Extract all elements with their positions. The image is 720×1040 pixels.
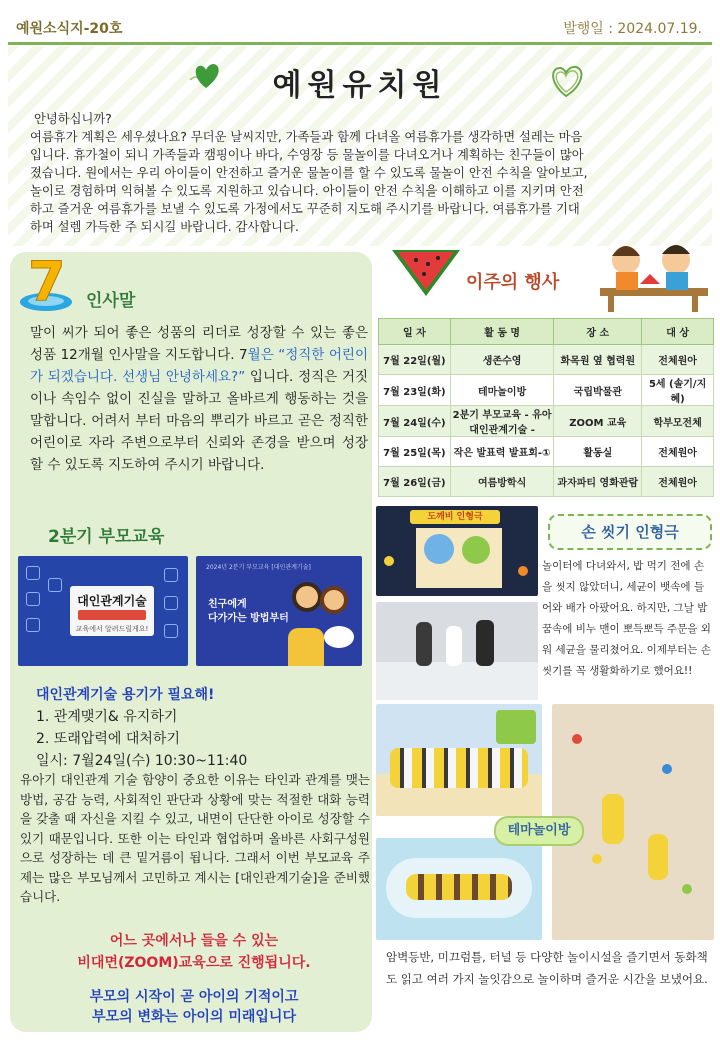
person-icon [164, 596, 178, 610]
event-date: 7월 24일(수) [379, 406, 451, 437]
event-place: 활동실 [554, 437, 642, 467]
table-row [379, 467, 714, 497]
tunnel-photo [376, 838, 542, 940]
publish-date: 발행일 : 2024.07.19. [563, 21, 702, 37]
watermelon-icon [388, 240, 464, 298]
weekly-events-table [378, 318, 714, 497]
puppet-show-photo [376, 506, 538, 596]
greeting-line: 안녕하십니까? [34, 112, 112, 126]
month-number: 7 [28, 250, 66, 313]
floor-area [376, 662, 538, 700]
motto: 부모의 시작이 곧 아이의 기적이고 [89, 989, 299, 1005]
handwash-body: 놀이터에 다녀와서, 밥 먹기 전에 손을 씻지 않았더니, 세균이 뱃속에 들어와 배가 아팠어요. 하지만, 그날 밤 꿈속에 비누 맨이 뽀득뽀득 주문을 외워 세균을 물리쳤어요. 이제부터는 손 씻기를 꼭 생활화하기로 했어요!! [542, 560, 711, 677]
kids-eating-illustration [596, 238, 712, 314]
puppet-banner: 도깨비 인형극 [410, 510, 500, 524]
greeting-text: 입니다. 정직은 거짓이나 속임수 없이 진실을 말하고 올바르게 행동하는 것을 말합니다. 어려서 부터 마음의 뿌리가 바르고 곧은 정직한 어린이로 자라 주변으로부터 신뢰와 존경을 받으며 성장할 수 있도록 지도하여 주시기 바랍니다. [30, 369, 368, 473]
greeting-text: 말이 씨가 되어 좋은 성품의 리더로 성장할 수 있는 좋은 성품 12개월 인사말을 지도합니다. 7 [30, 325, 368, 363]
greeting-highlight: 월은 “정직한 어린이가 되겠습니다. 선생님 안녕하세요?” [30, 347, 369, 385]
event-activity: 생존수영 [450, 345, 554, 375]
event-target: 전체원아 [642, 467, 714, 497]
child-figure [416, 622, 432, 666]
child-illustration [292, 582, 322, 612]
zoom-note: 어느 곳에서나 들을 수 있는 [109, 933, 279, 949]
activity-photo [376, 602, 538, 700]
speech-bubble [324, 626, 354, 648]
children-group [390, 748, 528, 788]
puppet-character [462, 536, 490, 564]
month-seven-graphic [14, 250, 82, 314]
table-row [379, 375, 714, 406]
issue-number: 예원소식지-20호 [16, 21, 123, 37]
group-photo [376, 704, 542, 816]
theme-room-badge: 테마놀이방 [494, 816, 584, 846]
climbing-hold [592, 854, 602, 864]
edu-thumbnail-2 [196, 556, 362, 666]
edu-item: 1. 관계맺기& 유지하기 [36, 709, 178, 725]
child-figure [602, 794, 624, 844]
event-target: 학부모전체 [642, 406, 714, 437]
event-place: 과자파티 영화관람 [554, 467, 642, 497]
column-header: 활 동 명 [450, 319, 554, 345]
chat-icon [48, 578, 62, 592]
event-place: ZOOM 교육 [554, 406, 642, 437]
edu-schedule: 일시: 7월24일(수) 10:30~11:40 [36, 753, 248, 769]
weekly-events-title: 이주의 행사 [466, 272, 560, 293]
child-figure [648, 834, 668, 880]
edu-headline: 대인관계기술 용기가 필요해! [36, 687, 215, 703]
person-icon [164, 568, 178, 582]
thumbnail-card [70, 586, 154, 636]
event-date: 7월 23일(화) [379, 375, 451, 406]
decoration-dot [518, 566, 528, 576]
table-row [379, 345, 714, 375]
parent-edu-title: 2분기 부모교육 [48, 527, 165, 547]
theme-room-body: 암벽등반, 미끄럼틀, 터널 등 다양한 놀이시설을 즐기면서 동화책도 읽고 여러 가지 놀잇감으로 놀이하며 즐거운 시간을 보냈어요. [386, 950, 708, 986]
wall-decoration [496, 710, 536, 744]
child-figure [476, 620, 494, 666]
event-target: 5세 (솔기/지혜) [642, 375, 714, 406]
thumbnail-ribbon [78, 610, 146, 620]
event-date: 7월 22일(월) [379, 345, 451, 375]
table-row [379, 437, 714, 467]
edu-thumbnail-1 [18, 556, 188, 666]
event-date: 7월 25일(목) [379, 437, 451, 467]
column-header: 장 소 [554, 319, 642, 345]
greeting-line: 여름휴가 계획은 세우셨나요? 무더운 날씨지만, 가족들과 함께 다녀올 여름휴가를 생각하면 설레는 마음 [30, 130, 583, 144]
child-figure [446, 626, 462, 666]
chat-icon [26, 566, 40, 580]
event-place: 국립박물관 [554, 375, 642, 406]
child-illustration [320, 586, 348, 614]
motto: 부모의 변화는 아이의 미래입니다 [92, 1009, 296, 1025]
puppet-character [424, 534, 454, 564]
event-activity: 작은 발표력 발표회-① [450, 437, 554, 467]
event-activity: 2분기 부모교육 - 유아대인관계기술 - [450, 406, 554, 437]
person-icon [164, 624, 178, 638]
people-icon [26, 592, 40, 606]
event-activity: 테마놀이방 [450, 375, 554, 406]
table-row [379, 406, 714, 437]
event-target: 전체원아 [642, 345, 714, 375]
greeting-line: 놀이로 경험하며 익혀볼 수 있도록 지원하고 있습니다. 아이들이 안전 수칙을 이해하고 이를 지키며 안전 [30, 184, 584, 198]
monthly-greeting-body [30, 322, 368, 476]
handwash-title: 손 씻기 인형극 [548, 514, 712, 550]
event-target: 전체원아 [642, 437, 714, 467]
greeting-line: 하며 설렘 가득한 주 되시길 바랍니다. 감사합니다. [30, 220, 299, 234]
column-header: 일 자 [379, 319, 451, 345]
climbing-hold [572, 734, 582, 744]
event-date: 7월 26일(금) [379, 467, 451, 497]
thumbnail-text [208, 598, 289, 626]
children-group [406, 874, 512, 900]
table-header-row [379, 319, 714, 345]
edu-item: 2. 또래압력에 대처하기 [36, 731, 180, 747]
edu-body: 유아기 대인관계 기술 함양이 중요한 이유는 타인과 관계를 맺는 방법, 공감 능력, 사회적인 판단과 상황에 맞는 적절한 대화 능력을 갖출 때 자신을 지킬 수 있고, 내면이 단단한 아이로 성장할 수 있기 때문입니다. 또한 이는 타인과 협업하며 올바른 사회구성원으로 성장하는 데 큰 밑거름이 됩니다. 그래서 이번 부모교육 주제는 많은 부모님께서 고민하고 계시는 [대인관계기술]을 준비했습니다. [20, 772, 370, 904]
thumbnail-title: 대인관계기술 [77, 594, 147, 608]
greeting-letter [30, 110, 694, 236]
thumbnail-text-line: 다가가는 방법부터 [208, 613, 289, 624]
thumbnail-subtitle: 교육에서 알려드릴게요! [75, 625, 149, 633]
thumbnail-header: 2024년 2분기 부모교육 [대인관계기술] [206, 564, 311, 571]
climbing-hold [662, 764, 672, 774]
child-body [288, 628, 324, 666]
zoom-note: 비대면(ZOOM)교육으로 진행됩니다. [77, 955, 311, 971]
greeting-line: 졌습니다. 원에서는 우리 아이들이 안전하고 즐거운 물놀이를 할 수 있도록 물놀이 안전 수칙을 알아보고, [30, 166, 588, 180]
column-header: 대 상 [642, 319, 714, 345]
thumbnail-text-line: 친구에게 [208, 599, 247, 610]
event-activity: 여름방학식 [450, 467, 554, 497]
greeting-line: 하고 즐거운 여름휴가를 보낼 수 있도록 가정에서도 꾸준히 지도해 주시기를 바랍니다. 여름휴가를 기대 [30, 202, 580, 216]
monthly-greeting-title: 인사말 [86, 291, 136, 311]
greeting-line: 입니다. 휴가철이 되니 가족들과 캠핑이나 바다, 수영장 등 물놀이를 다녀오거나 계획하는 친구들이 많아 [30, 148, 584, 162]
decoration-dot [384, 556, 394, 566]
event-place: 화목원 옆 협력원 [554, 345, 642, 375]
page-title: 예원유치원 [272, 68, 448, 103]
climbing-hold [682, 884, 692, 894]
people-icon [26, 618, 40, 632]
header-divider [8, 42, 712, 45]
